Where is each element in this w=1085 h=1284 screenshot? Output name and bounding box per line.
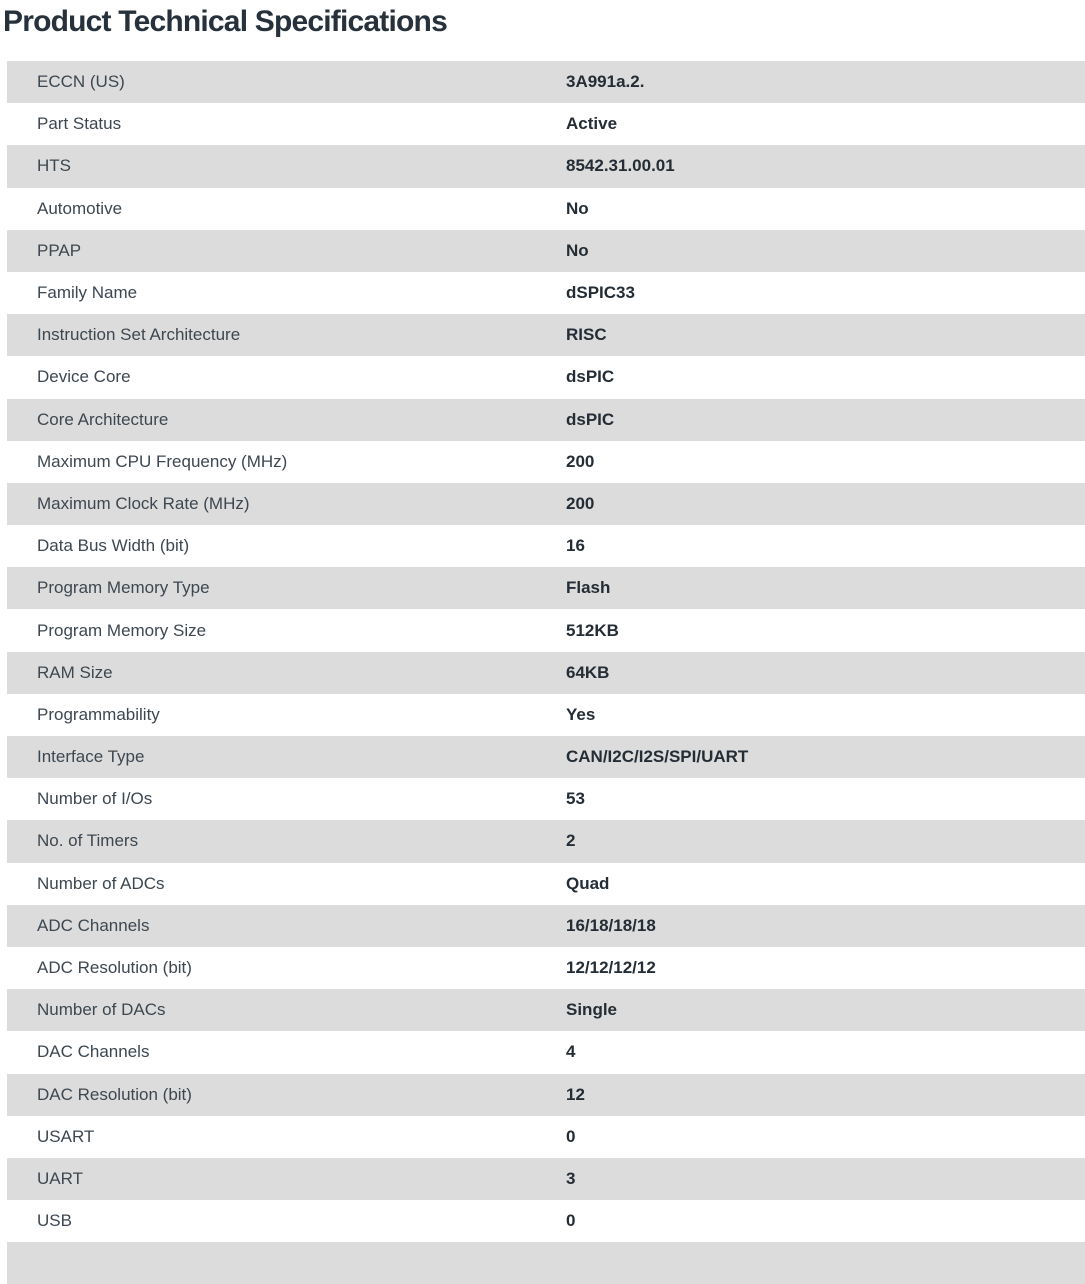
spec-row xyxy=(7,61,1085,103)
spec-label: Programmability xyxy=(37,704,160,724)
spec-label: USART xyxy=(37,1126,95,1146)
spec-row-partial xyxy=(7,1242,1085,1284)
spec-label: Device Core xyxy=(37,367,131,387)
spec-label: RAM Size xyxy=(37,662,113,682)
spec-value: 16/18/18/18 xyxy=(566,915,656,935)
spec-label: No. of Timers xyxy=(37,831,139,851)
spec-label: ECCN (US) xyxy=(37,72,125,92)
spec-row xyxy=(7,947,1085,989)
spec-row xyxy=(7,778,1085,820)
spec-row xyxy=(7,863,1085,905)
spec-value: 3 xyxy=(566,1168,576,1188)
spec-value: 12/12/12/12 xyxy=(566,958,656,978)
spec-table xyxy=(7,61,1085,1284)
spec-value: Active xyxy=(566,114,618,134)
spec-value: dsPIC xyxy=(566,409,615,429)
spec-label: ADC Channels xyxy=(37,915,150,935)
spec-label: Program Memory Size xyxy=(37,620,207,640)
spec-row xyxy=(7,272,1085,314)
spec-value: 0 xyxy=(566,1126,576,1146)
spec-label: PPAP xyxy=(37,240,82,260)
spec-row xyxy=(7,609,1085,651)
spec-value: 4 xyxy=(566,1042,576,1062)
spec-value: 16 xyxy=(566,536,585,556)
spec-row xyxy=(7,483,1085,525)
spec-label: Maximum Clock Rate (MHz) xyxy=(37,493,250,513)
spec-row xyxy=(7,1158,1085,1200)
spec-row xyxy=(7,525,1085,567)
spec-value: Yes xyxy=(566,704,596,724)
spec-value: dSPIC33 xyxy=(566,283,635,303)
spec-row xyxy=(7,441,1085,483)
spec-row xyxy=(7,1031,1085,1073)
spec-label: Data Bus Width (bit) xyxy=(37,536,190,556)
spec-row xyxy=(7,820,1085,862)
spec-label: Number of ADCs xyxy=(37,873,165,893)
spec-label: Family Name xyxy=(37,283,138,303)
spec-label: Interface Type xyxy=(37,747,145,767)
spec-label: Number of I/Os xyxy=(37,789,153,809)
spec-label: Number of DACs xyxy=(37,1000,166,1020)
spec-label: HTS xyxy=(37,156,71,176)
spec-value: 2 xyxy=(566,831,576,851)
spec-row xyxy=(7,1074,1085,1116)
spec-row xyxy=(7,230,1085,272)
spec-row xyxy=(7,188,1085,230)
page-title: Product Technical Specifications xyxy=(3,5,447,38)
spec-value: 64KB xyxy=(566,662,610,682)
spec-row xyxy=(7,567,1085,609)
spec-row xyxy=(7,103,1085,145)
spec-value: 200 xyxy=(566,451,595,471)
spec-label: Core Architecture xyxy=(37,409,169,429)
spec-row xyxy=(7,652,1085,694)
spec-value: 53 xyxy=(566,789,585,809)
spec-value: CAN/I2C/I2S/SPI/UART xyxy=(566,747,749,767)
spec-row xyxy=(7,736,1085,778)
spec-value: 8542.31.00.01 xyxy=(566,156,675,176)
spec-label: DAC Channels xyxy=(37,1042,150,1062)
spec-row xyxy=(7,1116,1085,1158)
spec-value: Flash xyxy=(566,578,611,598)
spec-row xyxy=(7,314,1085,356)
spec-row xyxy=(7,399,1085,441)
spec-value: dsPIC xyxy=(566,367,615,387)
spec-value: Single xyxy=(566,1000,618,1020)
spec-row xyxy=(7,905,1085,947)
spec-row xyxy=(7,694,1085,736)
spec-row xyxy=(7,356,1085,398)
spec-row xyxy=(7,989,1085,1031)
spec-value: No xyxy=(566,240,589,260)
spec-value: RISC xyxy=(566,325,607,345)
spec-label: Maximum CPU Frequency (MHz) xyxy=(37,451,288,471)
spec-value: No xyxy=(566,198,589,218)
spec-label: DAC Resolution (bit) xyxy=(37,1084,192,1104)
spec-label: Automotive xyxy=(37,198,123,218)
spec-value: 200 xyxy=(566,493,595,513)
spec-row xyxy=(7,145,1085,187)
spec-value: 512KB xyxy=(566,620,619,640)
spec-value: Quad xyxy=(566,873,610,893)
spec-value: 3A991a.2. xyxy=(566,72,645,92)
spec-label: USB xyxy=(37,1211,72,1231)
spec-label: Instruction Set Architecture xyxy=(37,325,241,345)
spec-label: Part Status xyxy=(37,114,122,134)
spec-value: 12 xyxy=(566,1084,585,1104)
spec-label: UART xyxy=(37,1168,83,1188)
spec-label: Program Memory Type xyxy=(37,578,210,598)
spec-label: ADC Resolution (bit) xyxy=(37,958,192,978)
spec-row xyxy=(7,1200,1085,1242)
spec-value: 0 xyxy=(566,1211,576,1231)
